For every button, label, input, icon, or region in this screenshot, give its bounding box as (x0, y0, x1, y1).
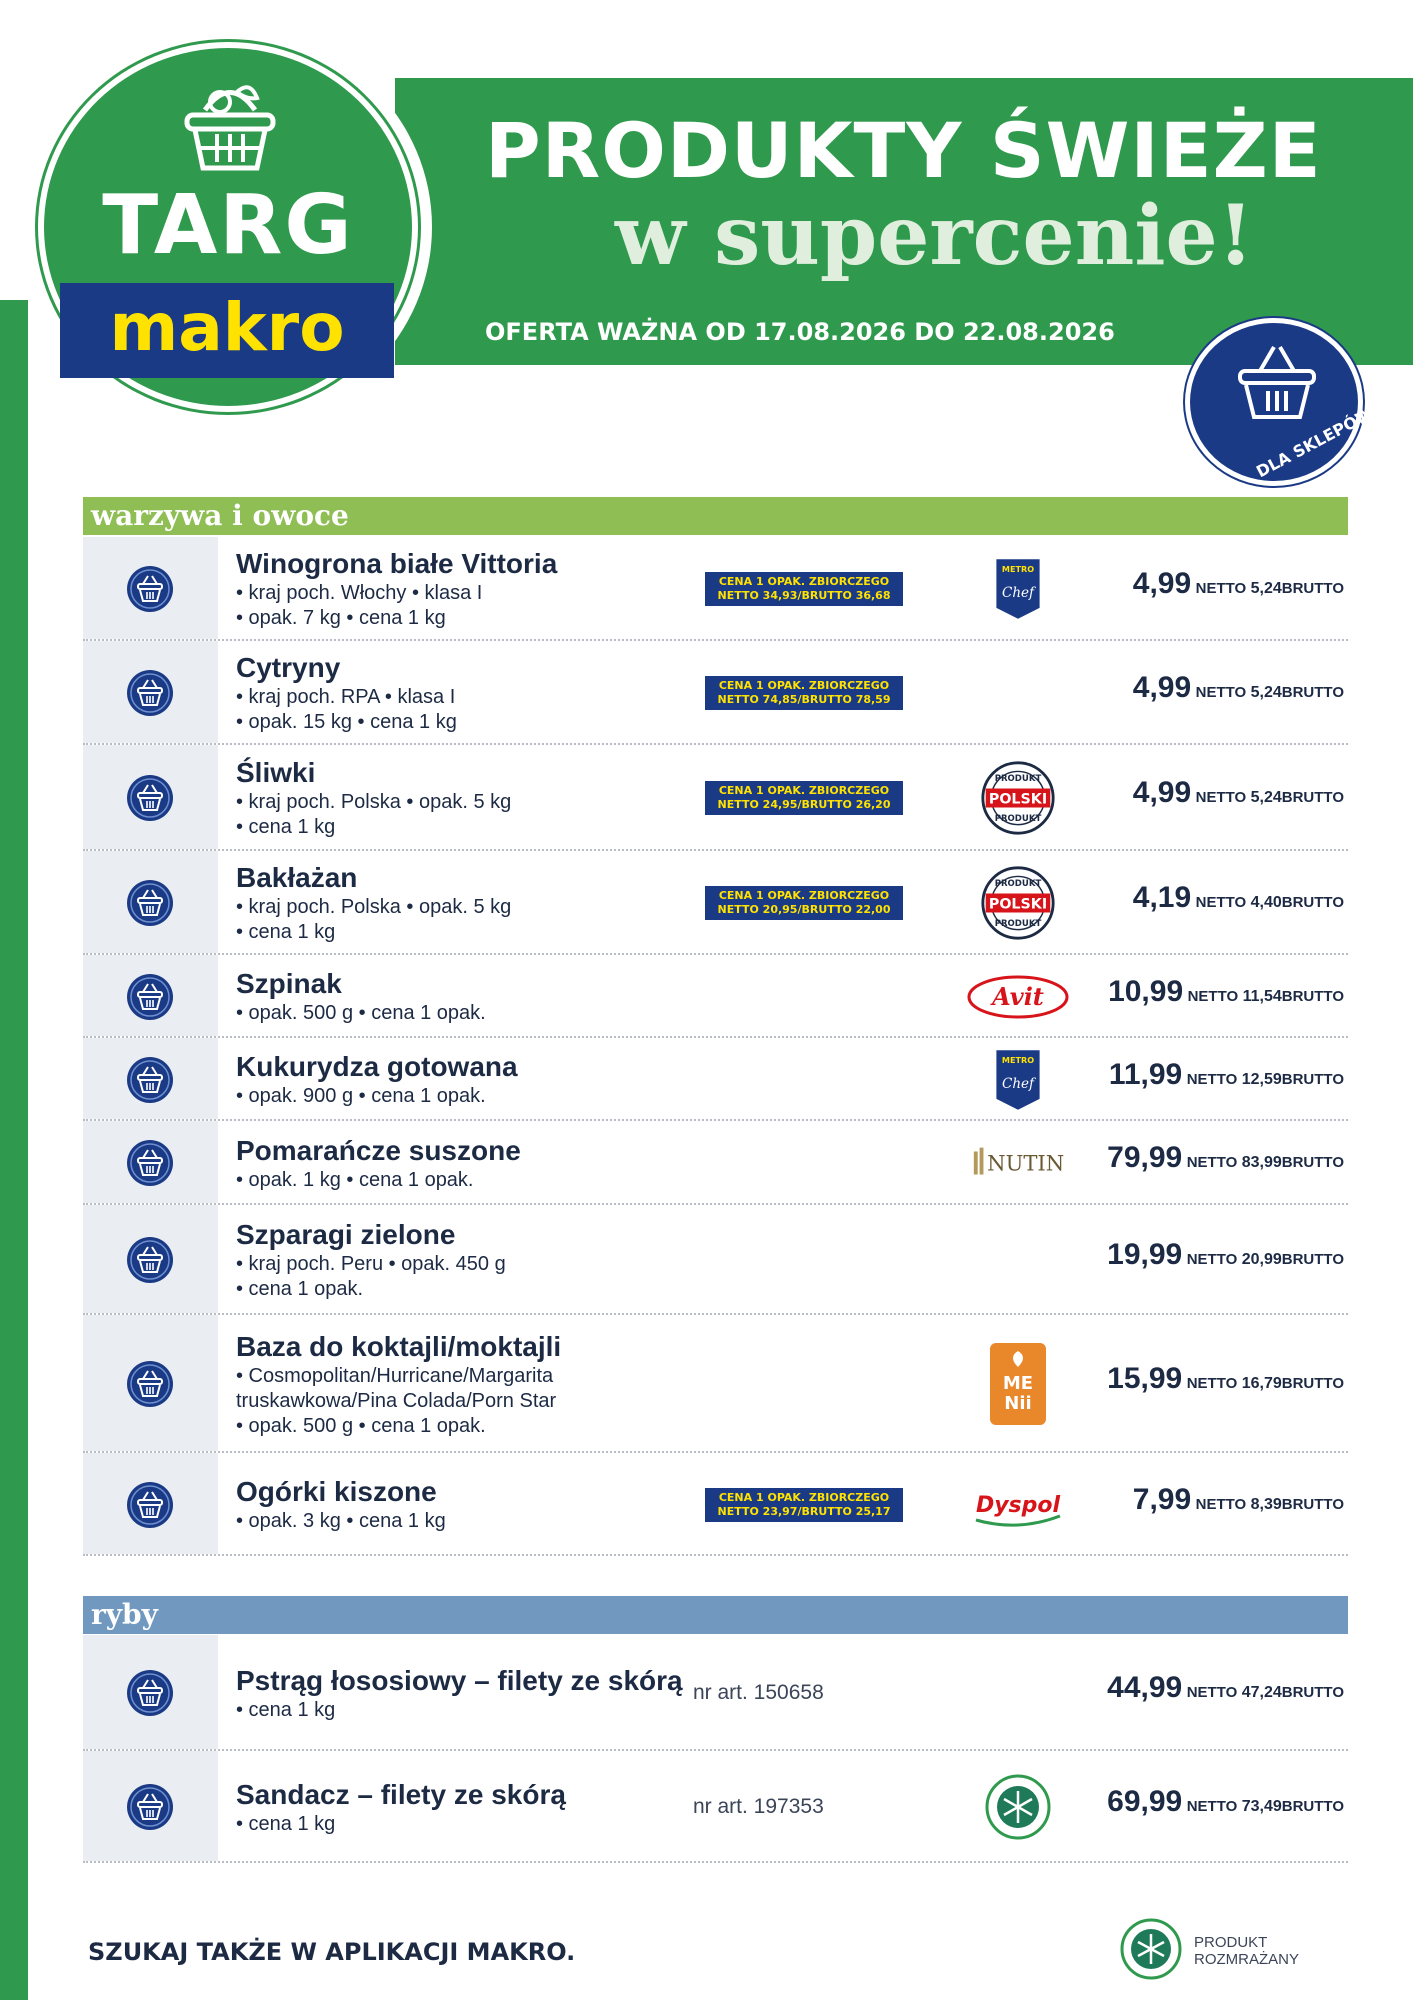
brutto-label: BRUTTO (1281, 580, 1344, 597)
nutin-logo-icon (970, 1141, 1066, 1185)
dla-sklepow-badge (1185, 318, 1377, 486)
legend-line-2: ROZMRAŻANY (1194, 1951, 1299, 1968)
price-brutto: 8,39 (1250, 1496, 1282, 1513)
case-price-caption: CENA 1 OPAK. ZBIORCZEGO (718, 679, 890, 692)
netto-label: NETTO (1195, 789, 1247, 806)
product-name: Bakłażan (236, 862, 358, 893)
product-name: Kukurydza gotowana (236, 1051, 518, 1082)
product-name: Cytryny (236, 652, 341, 683)
price-netto: 79,99 (1107, 1141, 1183, 1174)
basket-icon (126, 1783, 174, 1831)
menii-logo-icon (990, 1343, 1046, 1425)
product-row (83, 745, 1348, 851)
case-price-values: NETTO 20,95/BRUTTO 22,00 (717, 903, 891, 916)
page-title: PRODUKTY ŚWIEŻE (485, 106, 1322, 195)
app-promo-text: SZUKAJ TAKŻE W APLIKACJI MAKRO. (88, 1938, 576, 1966)
brutto-label: BRUTTO (1281, 789, 1344, 806)
netto-label: NETTO (1195, 894, 1247, 911)
brand-logo (963, 1772, 1073, 1842)
brutto-label: BRUTTO (1281, 894, 1344, 911)
basket-icon (175, 70, 285, 180)
basket-icon (126, 565, 174, 613)
price-brutto: 83,99 (1241, 1154, 1282, 1171)
product-detail-line1: • cena 1 kg (236, 1813, 336, 1835)
case-price-box (705, 781, 903, 815)
brand-logo (963, 1045, 1073, 1115)
case-price-box (705, 572, 903, 606)
logo-targ-text: TARG (102, 178, 354, 273)
case-price-caption: CENA 1 OPAK. ZBIORCZEGO (718, 1491, 890, 1504)
case-price-values: NETTO 34,93/BRUTTO 36,68 (717, 589, 891, 602)
brutto-label: BRUTTO (1281, 988, 1344, 1005)
netto-label: NETTO (1186, 1375, 1238, 1392)
brutto-label: BRUTTO (1281, 1496, 1344, 1513)
price-netto: 4,99 (1132, 567, 1192, 600)
case-price-values: NETTO 23,97/BRUTTO 25,17 (717, 1505, 891, 1518)
svg-text:ME: ME (1002, 1373, 1034, 1394)
price-brutto: 47,24 (1241, 1684, 1282, 1701)
product-row (83, 1453, 1348, 1556)
product-row (83, 1038, 1348, 1121)
basket-icon (126, 1139, 174, 1187)
brand-logo (963, 1128, 1073, 1198)
price-brutto: 12,59 (1241, 1071, 1282, 1088)
product-detail-line3: • opak. 500 g • cena 1 opak. (236, 1415, 486, 1437)
product-detail-line2: • cena 1 opak. (236, 1278, 364, 1300)
brutto-label: BRUTTO (1281, 1071, 1344, 1088)
product-detail-line1: • opak. 900 g • cena 1 opak. (236, 1085, 486, 1107)
netto-label: NETTO (1195, 580, 1247, 597)
shopping-basket-icon (1232, 341, 1322, 423)
product-detail-line1: • kraj poch. Włochy • klasa I (236, 582, 483, 604)
basket-icon (126, 879, 174, 927)
offer-validity: OFERTA WAŻNA OD 17.08.2026 DO 22.08.2026 (485, 318, 1115, 346)
basket-icon (126, 973, 174, 1021)
brand-label: Chef (1001, 1076, 1035, 1093)
netto-label: NETTO (1186, 1251, 1238, 1268)
product-name: Pstrąg łososiowy – filety ze skórą (236, 1665, 683, 1696)
svg-text:PRODUKT: PRODUKT (994, 773, 1042, 784)
section-header-vegetables: warzywa i owoce (83, 497, 1348, 535)
price-block (1084, 776, 1344, 810)
case-price-box (705, 676, 903, 710)
netto-label: NETTO (1186, 1798, 1238, 1815)
product-detail-line1: • kraj poch. Peru • opak. 450 g (236, 1253, 506, 1275)
basket-icon (126, 1669, 174, 1717)
case-price-caption: CENA 1 OPAK. ZBIORCZEGO (718, 889, 890, 902)
product-detail-line2: • cena 1 kg (236, 921, 336, 943)
price-block (1084, 1141, 1344, 1175)
product-row (83, 955, 1348, 1038)
price-netto: 7,99 (1132, 1483, 1192, 1516)
price-netto: 4,99 (1132, 776, 1192, 809)
price-block (1084, 1671, 1344, 1705)
basket-icon (126, 774, 174, 822)
brutto-label: BRUTTO (1281, 1375, 1344, 1392)
metro-chef-logo-icon (991, 556, 1045, 622)
product-row (83, 641, 1348, 745)
product-detail-line1: • Cosmopolitan/Hurricane/Margarita (236, 1365, 554, 1387)
price-brutto: 5,24 (1250, 684, 1282, 701)
case-price-values: NETTO 74,85/BRUTTO 78,59 (717, 693, 891, 706)
brand-logo (963, 962, 1073, 1032)
left-accent-bar (0, 300, 28, 2000)
thawed-product-legend (1194, 1934, 1299, 1968)
product-row (83, 1751, 1348, 1863)
brutto-label: BRUTTO (1281, 1251, 1344, 1268)
price-block (1084, 567, 1344, 601)
brand-top-label: METRO (1001, 1054, 1035, 1065)
logo-makro-text: makro (60, 283, 394, 378)
brand-label: Avit (992, 982, 1044, 1011)
metro-chef-logo-icon (991, 1047, 1045, 1113)
netto-label: NETTO (1186, 1684, 1238, 1701)
price-block (1084, 975, 1344, 1009)
brand-logo (963, 1349, 1073, 1419)
brand-top-label: METRO (1001, 563, 1035, 574)
svg-text:PRODUKT: PRODUKT (994, 813, 1042, 824)
price-netto: 4,19 (1132, 881, 1192, 914)
brand-logo (963, 868, 1073, 938)
svg-text:POLSKI: POLSKI (988, 896, 1048, 913)
price-block (1084, 671, 1344, 705)
brand-label: Dyspol (975, 1493, 1061, 1518)
price-brutto: 20,99 (1241, 1251, 1282, 1268)
brand-logo (963, 763, 1073, 833)
price-brutto: 5,24 (1250, 580, 1282, 597)
product-detail-line1: • kraj poch. Polska • opak. 5 kg (236, 791, 512, 813)
price-block (1084, 1238, 1344, 1272)
produkt-polski-seal-icon (980, 760, 1056, 836)
produkt-polski-seal-icon (980, 865, 1056, 941)
price-netto: 15,99 (1107, 1362, 1183, 1395)
product-detail-line1: • opak. 1 kg • cena 1 opak. (236, 1169, 474, 1191)
netto-label: NETTO (1186, 1071, 1238, 1088)
legend-line-1: PRODUKT (1194, 1934, 1268, 1951)
case-price-values: NETTO 24,95/BRUTTO 26,20 (717, 798, 891, 811)
badge-label: DLA SKLEPÓW (1253, 403, 1377, 482)
product-detail-line2: • opak. 15 kg • cena 1 kg (236, 711, 457, 733)
product-detail-line1: • opak. 3 kg • cena 1 kg (236, 1510, 446, 1532)
product-row (83, 1635, 1348, 1751)
article-number: nr art. 197353 (693, 1795, 824, 1818)
product-name: Pomarańcze suszone (236, 1135, 521, 1166)
price-netto: 44,99 (1107, 1671, 1183, 1704)
product-name: Szparagi zielone (236, 1219, 456, 1250)
product-name: Śliwki (236, 757, 316, 788)
case-price-box (705, 886, 903, 920)
product-row (83, 1121, 1348, 1205)
dyspol-logo-icon (968, 1480, 1068, 1530)
price-brutto: 4,40 (1250, 894, 1282, 911)
case-price-box (705, 1488, 903, 1522)
case-price-caption: CENA 1 OPAK. ZBIORCZEGO (718, 575, 890, 588)
price-netto: 11,99 (1108, 1058, 1183, 1091)
brand-logo (963, 1470, 1073, 1540)
product-detail-line2: • opak. 7 kg • cena 1 kg (236, 607, 446, 629)
brand-label: Chef (1001, 585, 1035, 602)
case-price-caption: CENA 1 OPAK. ZBIORCZEGO (718, 784, 890, 797)
svg-text:PRODUKT: PRODUKT (994, 918, 1042, 929)
svg-text:POLSKI: POLSKI (988, 791, 1048, 808)
section-header-fish: ryby (83, 1596, 1348, 1634)
price-brutto: 73,49 (1241, 1798, 1282, 1815)
price-block (1084, 1362, 1344, 1396)
brand-logo (963, 554, 1073, 624)
price-netto: 19,99 (1107, 1238, 1183, 1271)
product-row (83, 1315, 1348, 1453)
thawed-product-icon (1120, 1918, 1182, 1980)
netto-label: NETTO (1195, 684, 1247, 701)
price-netto: 10,99 (1108, 975, 1184, 1008)
product-row (83, 851, 1348, 955)
product-detail-line1: • kraj poch. RPA • klasa I (236, 686, 456, 708)
article-number: nr art. 150658 (693, 1681, 824, 1704)
brutto-label: BRUTTO (1281, 684, 1344, 701)
page-subtitle: w supercenie! (615, 188, 1254, 284)
product-detail-line1: • opak. 500 g • cena 1 opak. (236, 1002, 486, 1024)
price-netto: 4,99 (1132, 671, 1192, 704)
price-brutto: 16,79 (1241, 1375, 1282, 1392)
basket-icon (126, 1360, 174, 1408)
svg-text:Nii: Nii (1004, 1393, 1032, 1414)
thawed-seal-icon (985, 1774, 1051, 1840)
basket-icon (126, 1056, 174, 1104)
product-detail-line2: • cena 1 kg (236, 816, 336, 838)
basket-icon (126, 1236, 174, 1284)
price-block (1084, 881, 1344, 915)
product-name: Winogrona białe Vittoria (236, 548, 558, 579)
product-row (83, 1205, 1348, 1315)
product-row (83, 537, 1348, 641)
brand-label: NUTIN (987, 1150, 1065, 1176)
product-name: Ogórki kiszone (236, 1476, 437, 1507)
product-name: Sandacz – filety ze skórą (236, 1779, 566, 1810)
price-brutto: 5,24 (1250, 789, 1282, 806)
product-detail-line1: • cena 1 kg (236, 1699, 336, 1721)
product-name: Baza do koktajli/moktajli (236, 1331, 562, 1362)
basket-icon (126, 1481, 174, 1529)
basket-icon (126, 669, 174, 717)
avit-logo-icon (966, 972, 1070, 1022)
price-block (1084, 1058, 1344, 1092)
price-block (1084, 1785, 1344, 1819)
brutto-label: BRUTTO (1281, 1154, 1344, 1171)
brutto-label: BRUTTO (1281, 1798, 1344, 1815)
netto-label: NETTO (1195, 1496, 1247, 1513)
price-netto: 69,99 (1107, 1785, 1183, 1818)
netto-label: NETTO (1186, 1154, 1238, 1171)
product-detail-line1: • kraj poch. Polska • opak. 5 kg (236, 896, 512, 918)
product-name: Szpinak (236, 968, 342, 999)
price-block (1084, 1483, 1344, 1517)
product-detail-line2: truskawkowa/Pina Colada/Porn Star (236, 1390, 557, 1412)
brutto-label: BRUTTO (1281, 1684, 1344, 1701)
netto-label: NETTO (1187, 988, 1239, 1005)
svg-text:PRODUKT: PRODUKT (994, 878, 1042, 889)
price-brutto: 11,54 (1242, 988, 1282, 1005)
